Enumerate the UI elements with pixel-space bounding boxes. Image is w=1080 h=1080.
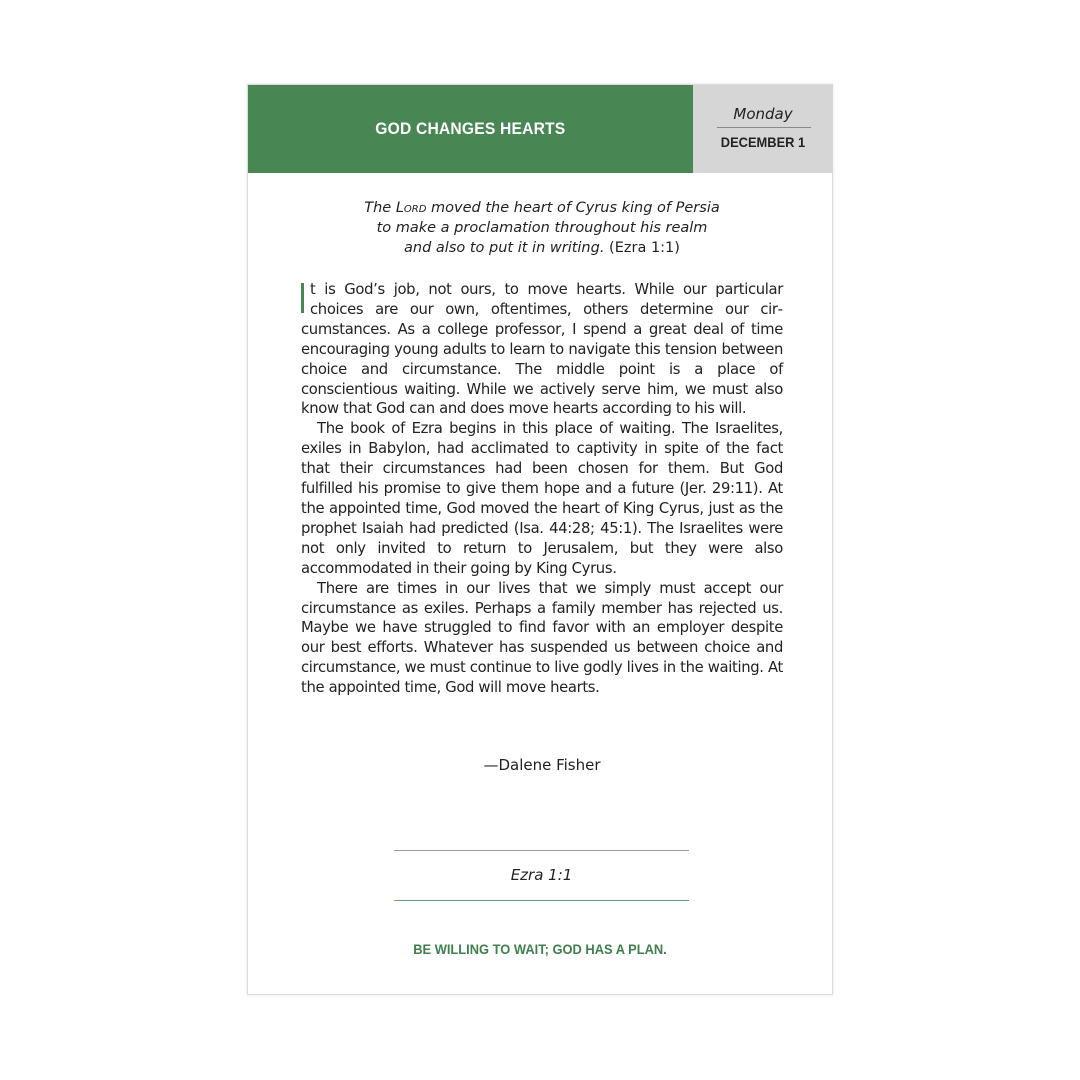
verse-text-2: moved the heart of Cyrus king of Persia [426, 200, 720, 216]
verse-line-2: to make a proclamation throughout his realm [376, 220, 708, 236]
drop-cap-bar [301, 283, 304, 313]
verse-citation: (Ezra 1:1) [604, 240, 680, 256]
date-box [693, 85, 833, 173]
day-label: Monday [733, 105, 793, 123]
paragraph-1 [301, 280, 783, 419]
verse-line-3: and also to put it in writing. [404, 240, 605, 256]
reading-reference: Ezra 1:1 [510, 866, 573, 884]
paragraph-3: There are times in our lives that we simply must accept our circumstance as exiles. Perhaps a family member has rejected us. Maybe we have struggled to find favor with an employer despite our best efforts. Whatever has suspended us between choice and circumstance, we must continue to live godly lives in the waiting. At the appointed time, God will move hearts. [301, 579, 783, 697]
verse-lord: Lord [395, 200, 427, 216]
author-signature: —Dalene Fisher [483, 756, 601, 774]
date-divider [717, 127, 811, 128]
paragraph-1-text: t is God’s job, not ours, to move hearts. While our particular choices are our own, oftentimes, others determine our circumstances. As a college professor, I spend a great deal of time encouraging young adults to learn to navigate this tension between choice and circumstance. The middle point is a place of conscientious waiting. While we actively serve him, we must also know that God can and does move hearts according to his will. [301, 281, 783, 418]
title-bar [248, 85, 693, 173]
paragraph-2: The book of Ezra begins in this place of waiting. The Israelites, exiles in Babylon, had acclimated to captivity in spite of the fact that their circumstances had been chosen for them. But God fulfilled his promise to give them hope and a future (Jer. 29:11). At the appointed time, God moved the heart of King Cyrus, just as the prophet Isaiah had predicted (Isa. 44:28; 45:1). The Israelites were not only invited to return to Jerusalem, but they were also accommodated in their going by King Cyrus. [301, 420, 783, 577]
reading-top-rule [394, 850, 689, 851]
takeaway-line: BE WILLING TO WAIT; GOD HAS A PLAN. [413, 941, 667, 957]
reading-bottom-rule [394, 900, 689, 901]
page-header [248, 85, 832, 173]
devotional-page [247, 84, 833, 995]
key-verse [301, 198, 783, 258]
page-title: GOD CHANGES HEARTS [375, 119, 566, 138]
date-label: DECEMBER 1 [720, 134, 806, 150]
verse-text-1: The [364, 200, 396, 216]
devotional-body [301, 280, 783, 698]
